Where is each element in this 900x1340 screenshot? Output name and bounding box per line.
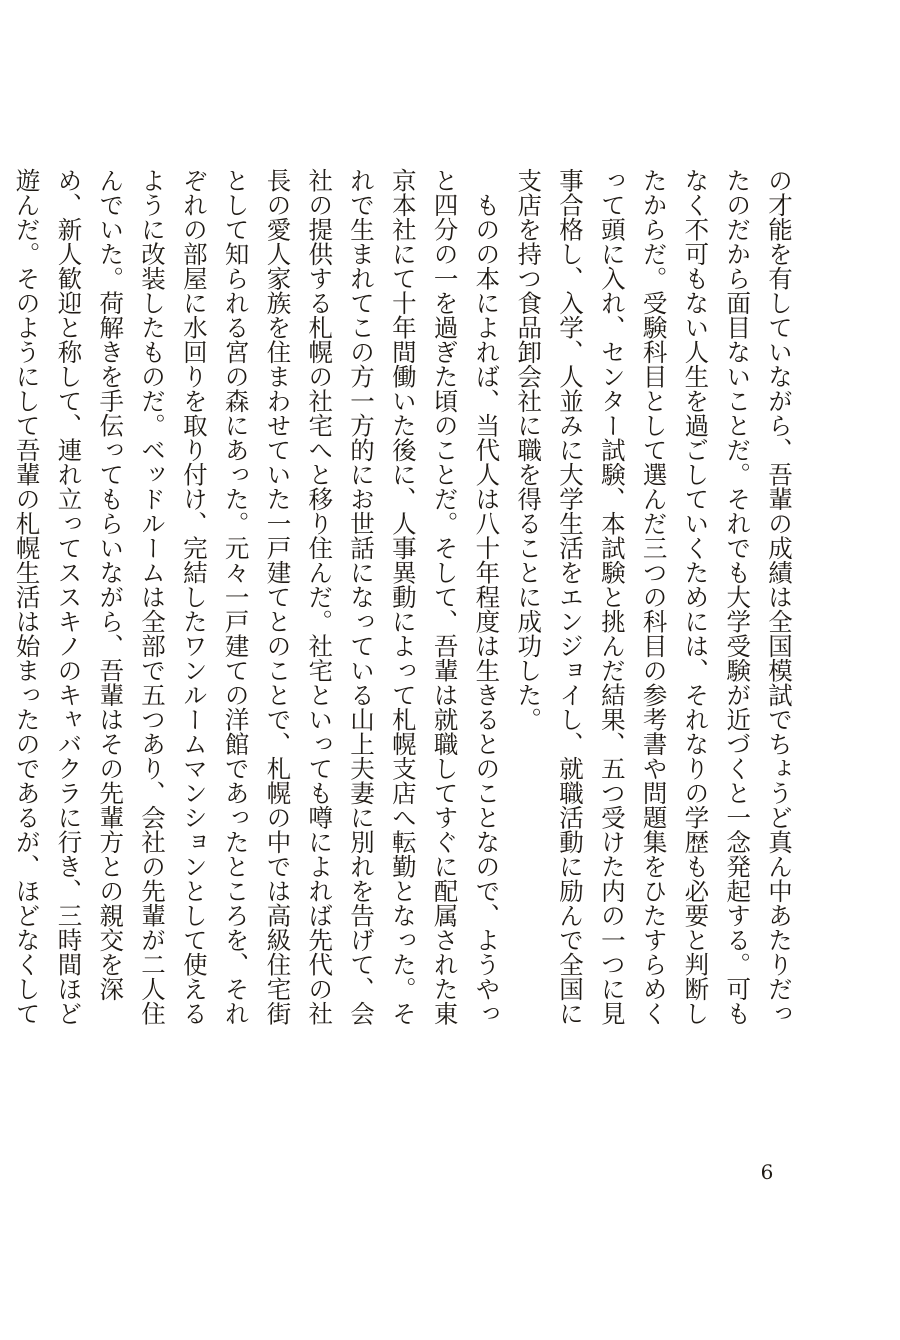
paragraph-1: の才能を有していながら、吾輩の成績は全国模試でちょうど真ん中あたりだったのだから面目ないことだ。それでも大学受験が近づくと一念発起する。可もなく不可もない人生を過ごしていくためには、それなりの学歴も必要と判断したからだ。受験科目として選んだ三つの科目の参考書や問題集をひたすらめくって頭に入れ、センター試験、本試験と挑んだ結果、五つ受けた内の一つに見事合格し、入学、人並みに大学生活をエンジョイし、就職活動に励んで全国に支店を持つ食品卸会社に職を得ることに成功した。: [514, 168, 794, 1026]
page-number: 6: [760, 1160, 774, 1184]
vertical-text-body: [12, 168, 800, 1048]
paragraph-2: ものの本によれば、当代人は八十年程度は生きるとのことなので、ようやっと四分の一を過ぎた頃のことだ。そして、吾輩は就職してすぐに配属された東京本社にて十年間働いた後に、人事異動によって札幌支店へ転勤となった。それで生まれてこの方一方的にお世話になっている山上夫妻に別れを告げて、会社の提供する札幌の社宅へと移り住んだ。社宅といっても噂によれば先代の社長の愛人家族を住まわせていた一戸建てとのことで、札幌の中では高級住宅街として知られる宮の森にあった。元々一戸建ての洋館であったところを、それぞれの部屋に水回りを取り付け、完結したワンルームマンションとして使えるように改装したものだ。ベッドルームは全部で五つあり、会社の先輩が二人住んでいた。荷解きを手伝ってもらいながら、吾輩はその先輩方との親交を深め、新人歓迎と称して、連れ立ってススキノのキャバクラに行き、三時間ほど遊んだ。そのようにして吾輩の札幌生活は始まったのであるが、ほどなくして: [12, 168, 502, 1026]
